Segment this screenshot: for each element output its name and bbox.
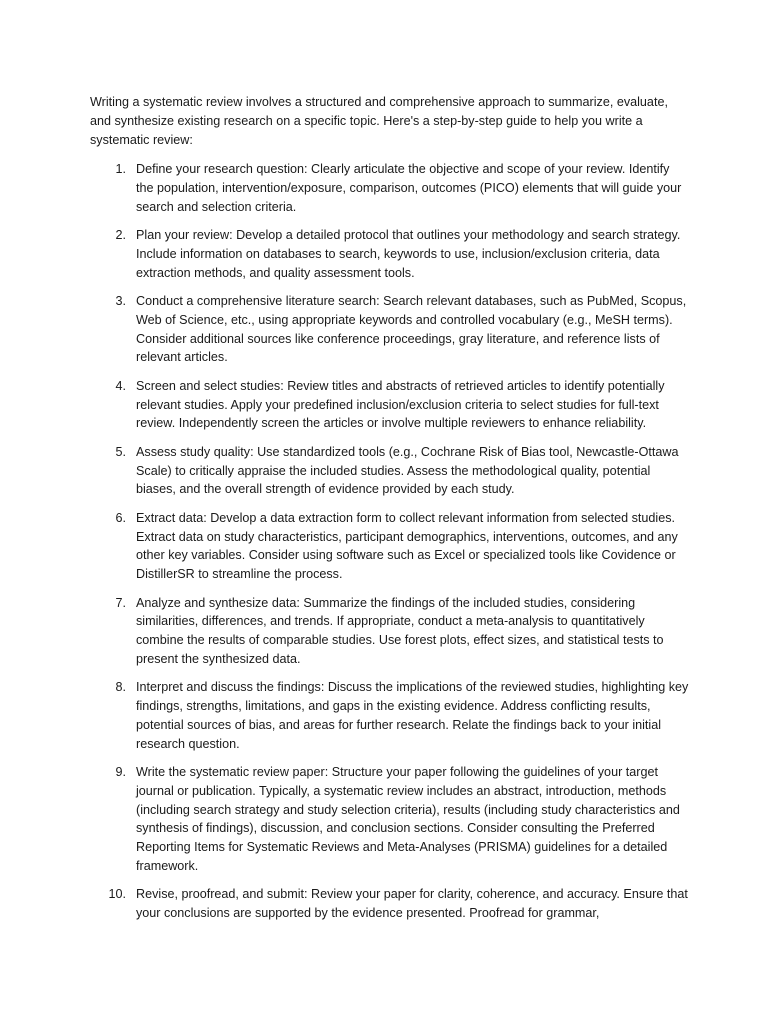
list-item-text: Analyze and synthesize data: Summarize the findings of the included studies, considering similarities, differences, and trends. If appropriate, conduct a meta-analysis to quantitatively combine the results of comparable studies. Use forest plots, effect sizes, and statistical tests to present the synthesized data.: [136, 595, 664, 666]
list-item: [90, 678, 690, 753]
list-item-text: Assess study quality: Use standardized tools (e.g., Cochrane Risk of Bias tool, Newcastle-Ottawa Scale) to critically appraise the included studies. Assess the methodological quality, potential biases, and the overall strength of evidence provided by each study.: [136, 444, 679, 497]
list-item: [90, 509, 690, 584]
list-item: [90, 226, 690, 282]
list-item-number: 1.: [115, 162, 126, 176]
list-item-text: Interpret and discuss the findings: Discuss the implications of the reviewed studies, highlighting key findings, strengths, limitations, and gaps in the existing evidence. Address conflicting results, potential sources of bias, and areas for further research. Relate the findings back to your initial research question.: [136, 680, 689, 751]
list-item-number: 10.: [108, 887, 126, 902]
list-item-number: 9.: [115, 765, 126, 780]
list-item-text: Screen and select studies: Review titles and abstracts of retrieved articles to identify potentially relevant studies. Apply your predefined inclusion/exclusion criteria to select studies for full-text review. Independently screen the articles or involve multiple reviewers to enhance reliability.: [136, 378, 665, 431]
list-item-text: Conduct a comprehensive literature search: Search relevant databases, such as PubMed, Scopus, Web of Science, etc., using appropriate keywords and controlled vocabulary (e.g., MeSH terms). Consider additional sources like conference proceedings, gray literature, and reference lists of relevant articles.: [136, 293, 687, 365]
list-item-text: Write the systematic review paper: Structure your paper following the guidelines of your target journal or publication. Typically, a systematic review includes an abstract, introduction, methods (including search strategy and study selection criteria), results (including study characteristics and synthesis of findings), discussion, and conclusion sections. Consider consulting the Preferred Reporting Items for Systematic Reviews and Meta-Analyses (PRISMA) guidelines for a detailed framework.: [136, 765, 680, 874]
list-item-number: 8.: [115, 680, 126, 695]
list-item: [90, 885, 690, 923]
list-item-number: 6.: [115, 510, 126, 525]
list-item: [90, 377, 690, 433]
list-item: [90, 594, 690, 669]
intro-paragraph: Writing a systematic review involves a structured and comprehensive approach to summarize, evaluate, and synthesize existing research on a specific topic. Here's a step-by-step guide to help you write a systematic review:: [90, 95, 668, 147]
steps-list: [90, 160, 690, 933]
list-item-text: Define your research question: Clearly articulate the objective and scope of your review. Identify the population, intervention/exposure, comparison, outcomes (PICO) elements that will guide your search and selection criteria.: [136, 162, 682, 214]
list-item-text: Revise, proofread, and submit: Review your paper for clarity, coherence, and accuracy. Ensure that your conclusions are supported by the evidence presented. Proofread for grammar,: [136, 887, 688, 921]
list-item: [90, 763, 690, 876]
list-item: [90, 292, 690, 367]
list-item-number: 5.: [115, 444, 126, 459]
list-item-number: 4.: [115, 378, 126, 393]
list-item-number: 7.: [115, 595, 126, 610]
list-item: [90, 443, 690, 499]
list-item: [90, 160, 690, 216]
list-item-text: Extract data: Develop a data extraction form to collect relevant information from selected studies. Extract data on study characteristics, participant demographics, interventions, outcomes, and any other key variables. Consider using software such as Excel or specialized tools like Covidence or DistillerSR to streamline the process.: [136, 510, 678, 582]
list-item-number: 2.: [115, 227, 126, 242]
list-item-number: 3.: [115, 293, 126, 308]
list-item-text: Plan your review: Develop a detailed protocol that outlines your methodology and search strategy. Include information on databases to search, keywords to use, inclusion/exclusion criteria, data extraction methods, and quality assessment tools.: [136, 227, 681, 280]
